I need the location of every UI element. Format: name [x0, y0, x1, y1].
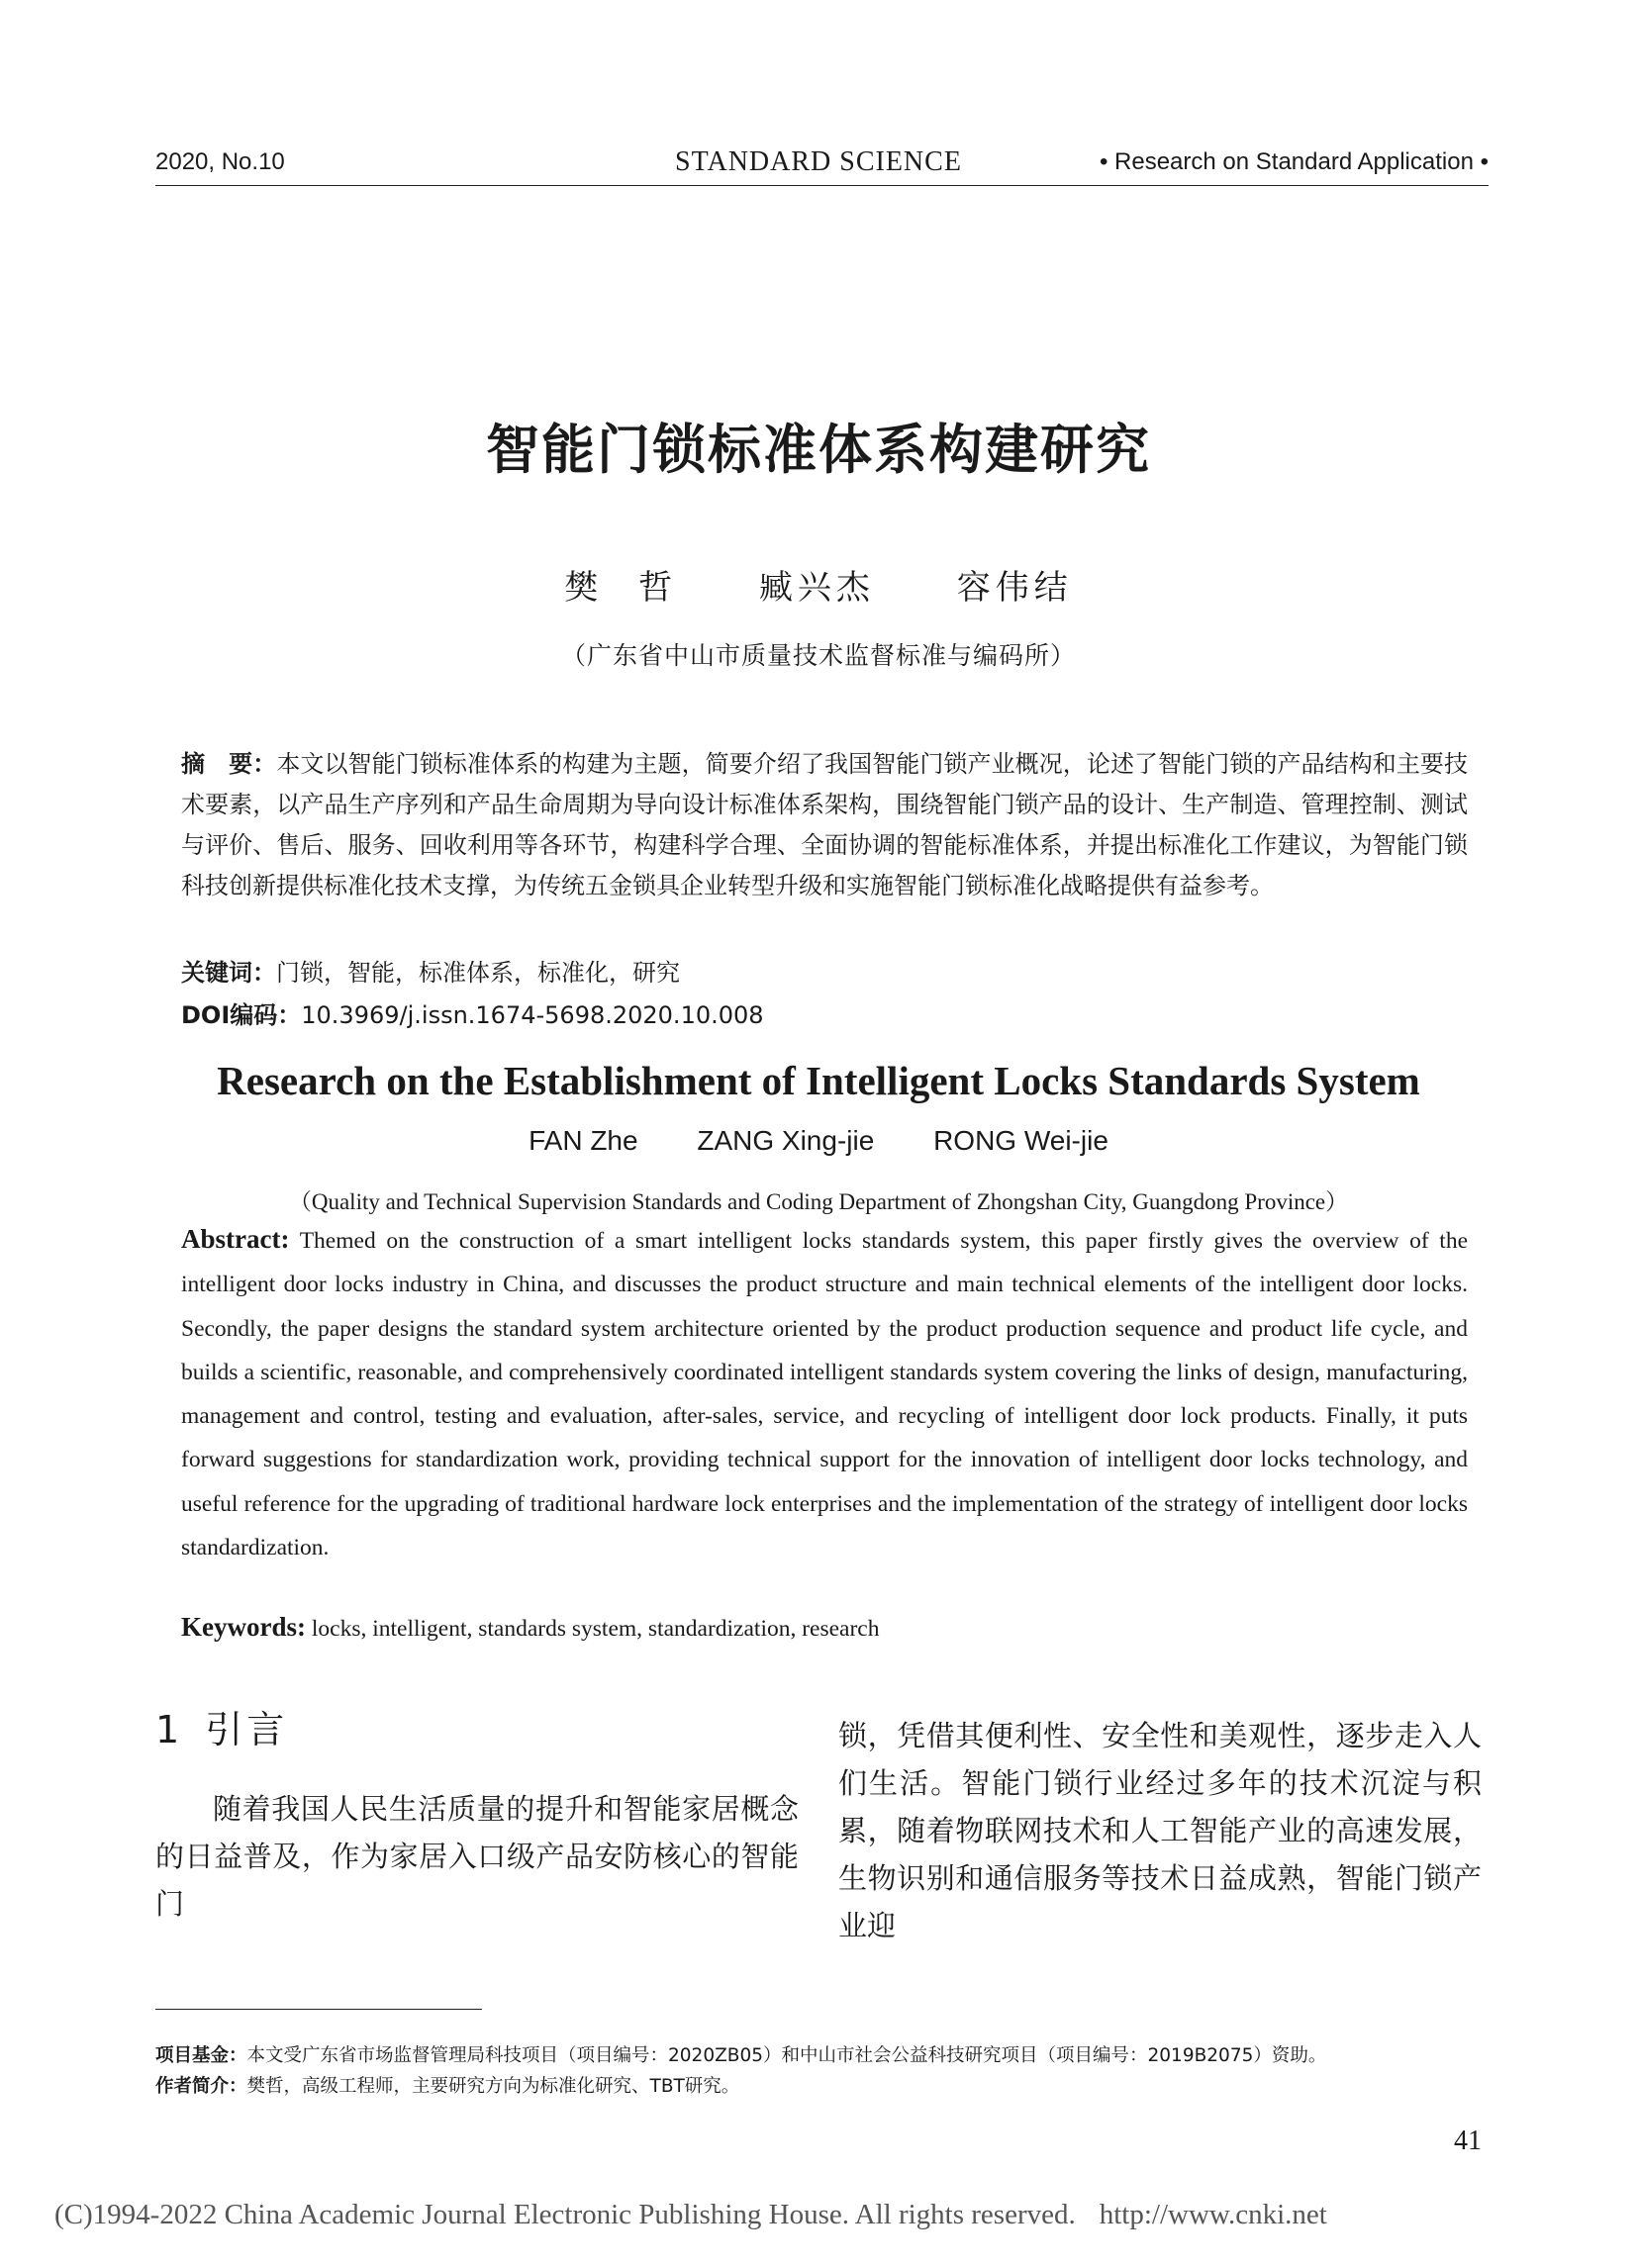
- keywords-en-label: Keywords:: [181, 1612, 306, 1642]
- abstract-chinese: [181, 744, 1468, 906]
- body-column-left: [155, 1700, 799, 1928]
- header-issue: 2020, No.10: [155, 148, 285, 175]
- abstract-en-text: Themed on the construction of a smart intelligent locks standards system, this paper firstly gives the overview of the intelligent door locks industry in China, and discusses the product structure and main technical elements of the intelligent door locks. Secondly, the paper designs the standard system architecture oriented by the product production sequence and product life cycle, and builds a scientific, reasonable, and comprehensively coordinated intelligent standards system covering the links of design, manufacturing, management and control, testing and evaluation, after-sales, service, and recycling of intelligent door lock products. Finally, it puts forward suggestions for standardization work, providing technical support for the innovation of intelligent door locks technology, and useful reference for the upgrading of traditional hardware lock enterprises and the implementation of the strategy of intelligent door locks standardization.: [181, 1228, 1469, 1561]
- abstract-en-label: Abstract:: [181, 1224, 290, 1254]
- author-cn-1: 樊 哲: [564, 568, 678, 608]
- section-number: 1: [155, 1708, 184, 1751]
- header-rule: [155, 185, 1489, 186]
- title-english: Research on the Establishment of Intelligent Locks Standards System: [217, 1058, 1420, 1103]
- copyright-text: (C)1994-2022 China Academic Journal Electronic Publishing House. All rights reserved.: [54, 2199, 1076, 2230]
- section-heading: [155, 1700, 799, 1759]
- title-chinese: 智能门锁标准体系构建研究: [486, 419, 1151, 481]
- header-journal-name: STANDARD SCIENCE: [675, 146, 962, 177]
- copyright-url: http://www.cnki.net: [1099, 2199, 1327, 2230]
- author-bio-text: 樊哲，高级工程师，主要研究方向为标准化研究、TBT研究。: [246, 2076, 740, 2097]
- header-section: • Research on Standard Application •: [1099, 148, 1489, 175]
- keywords-cn-label: 关键词：: [181, 959, 276, 987]
- affiliation-english: （Quality and Technical Supervision Standards and Coding Department of Zhongshan City, Guangdong Province）: [288, 1189, 1349, 1214]
- doi-label: DOI编码：: [181, 1001, 302, 1029]
- abstract-cn-text: 本文以智能门锁标准体系的构建为主题，简要介绍了我国智能门锁产业概况，论述了智能门锁的产品结构和主要技术要素，以产品生产序列和产品生命周期为导向设计标准体系架构，围绕智能门锁产品的设计、生产制造、管理控制、测试与评价、售后、服务、回收利用等各环节，构建科学合理、全面协调的智能标准体系，并提出标准化工作建议，为智能门锁科技创新提供标准化技术支撑，为传统五金锁具企业转型升级和实施智能门锁标准化战略提供有益参考。: [181, 750, 1469, 899]
- authors-chinese: [0, 560, 1637, 609]
- funding-label: 项目基金：: [155, 2045, 247, 2066]
- footnote-rule: [155, 2009, 482, 2010]
- author-en-3: RONG Wei-jie: [933, 1125, 1108, 1156]
- keywords-chinese: [181, 953, 1468, 988]
- author-cn-2: 臧兴杰: [758, 568, 875, 608]
- authors-english: [0, 1125, 1637, 1157]
- keywords-english: [181, 1612, 1468, 1643]
- doi-line: [181, 995, 1468, 1030]
- copyright-footer: [54, 2199, 1327, 2231]
- funding-text: 本文受广东省市场监督管理局科技项目（项目编号：2020ZB05）和中山市社会公益科技研究项目（项目编号：2019B2075）资助。: [246, 2045, 1327, 2066]
- author-en-2: ZANG Xing-jie: [697, 1125, 875, 1156]
- abstract-cn-label: 摘 要：: [181, 750, 277, 778]
- keywords-cn-text: 门锁，智能，标准体系，标准化，研究: [276, 959, 680, 987]
- footnote-author: [155, 2072, 1489, 2098]
- keywords-en-text: locks, intelligent, standards system, standardization, research: [311, 1616, 880, 1642]
- body-paragraph-right: 锁，凭借其便利性、安全性和美观性，逐步走入人们生活。智能门锁行业经过多年的技术沉淀与积累，随着物联网技术和人工智能产业的高速发展，生物识别和通信服务等技术日益成熟，智能门锁产业迎: [838, 1719, 1482, 1942]
- author-bio-label: 作者简介：: [155, 2076, 247, 2097]
- doi-value: 10.3969/j.issn.1674-5698.2020.10.008: [301, 1001, 764, 1029]
- footnote-funding: [155, 2041, 1489, 2067]
- author-en-1: FAN Zhe: [529, 1125, 638, 1156]
- body-paragraph-left: 随着我国人民生活质量的提升和智能家居概念的日益普及，作为家居入口级产品安防核心的智能门: [155, 1792, 799, 1921]
- abstract-english: [181, 1217, 1468, 1569]
- page-number: 41: [1454, 2126, 1482, 2156]
- body-column-right: [838, 1700, 1482, 1949]
- author-cn-3: 容伟结: [956, 568, 1073, 608]
- section-title: 引言: [205, 1708, 289, 1751]
- affiliation-chinese: （广东省中山市质量技术监督标准与编码所）: [560, 641, 1076, 670]
